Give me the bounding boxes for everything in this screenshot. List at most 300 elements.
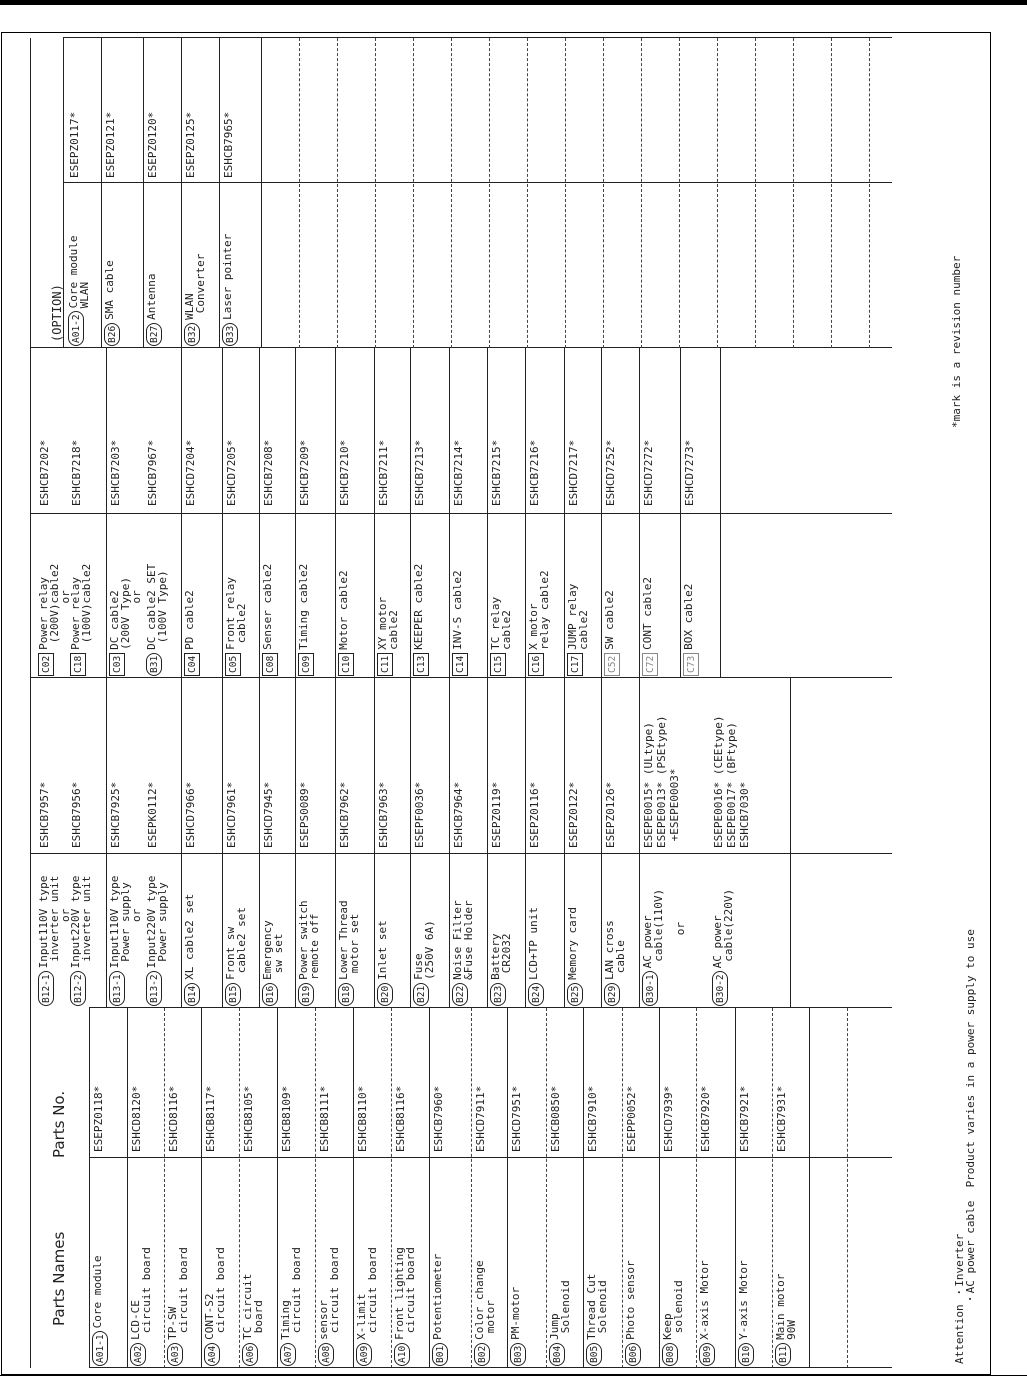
col2-part-number: ESEPF0036* — [413, 781, 426, 848]
col3-row-11-label — [452, 570, 468, 676]
col4-part-name: Laser pointer — [221, 233, 234, 320]
col1-part-number: ESHCB7921* — [738, 1085, 751, 1152]
col1-part-number: ESHCB8110* — [356, 1085, 369, 1152]
col2-ref-badge: B30-2 — [712, 971, 728, 1006]
col1-row-divider — [353, 1008, 354, 1368]
col3-part-number: ESHCB7218* — [70, 439, 83, 506]
col2-ref-badge: B18 — [338, 983, 354, 1006]
col2-row-7-label — [298, 900, 320, 1006]
col1-row-divider — [772, 1008, 773, 1368]
col3-part-name: KEEPER cable2 — [412, 563, 425, 650]
col4-ref-badge: A01-2 — [68, 311, 84, 346]
col4-row-2-label — [146, 273, 162, 346]
col1-row-divider — [583, 1008, 584, 1368]
col2-part-name: AC power cable(110V) or — [641, 888, 687, 969]
col1-part-number: ESHCD7951* — [510, 1085, 523, 1152]
col3-row-12-label — [490, 597, 512, 676]
col3-part-number: ESHCB7208* — [262, 439, 275, 506]
col1-part-number: ESHCB8109* — [280, 1085, 293, 1152]
col4-row-1-label — [104, 260, 120, 346]
col2-ref-badge: B22 — [452, 983, 468, 1006]
col2-row-17-label — [712, 889, 734, 1006]
col1-ref-badge: A08 — [318, 1343, 334, 1366]
col4-row-divider — [755, 38, 756, 348]
col3-ref-badge: C13 — [413, 653, 429, 676]
col3-part-number: ESHCB7214* — [452, 439, 465, 506]
col3-part-number: ESHCB7202* — [38, 439, 51, 506]
c2-row-divider — [601, 678, 602, 1008]
col1-row-divider — [622, 1008, 623, 1368]
col1-part-name: Jump Solenoid — [548, 1280, 572, 1340]
col1-part-number: ESHCB8111* — [318, 1085, 331, 1152]
col1-ref-badge: A03 — [167, 1343, 183, 1366]
col1-ref-badge: B09 — [699, 1343, 715, 1366]
col1-row-divider — [659, 1008, 660, 1368]
col2-part-name: Fuse (250V 6A) — [412, 920, 436, 980]
col1-part-name: sensor circuit board — [317, 1247, 341, 1340]
col3-ref-badge: C04 — [184, 653, 200, 676]
top-rule — [0, 0, 1027, 5]
col2-row-14-label — [567, 907, 583, 1006]
col3-part-name: SW cable2 — [603, 590, 616, 650]
col2-row-9-label — [377, 920, 393, 1006]
col3-part-name: Front relay cable2 — [224, 576, 248, 650]
col3-part-number: ESHCD7252* — [604, 439, 617, 506]
col1-part-number: ESHCB0850* — [549, 1085, 562, 1152]
col2-row-1-label — [70, 876, 92, 1006]
col4-row-divider — [143, 38, 144, 348]
col4-row-divider — [831, 38, 832, 348]
col4-row-divider — [603, 38, 604, 348]
col3-part-number: ESHCD7205* — [225, 439, 238, 506]
col1-row-divider — [471, 1008, 472, 1368]
col2-ref-badge: B21 — [413, 983, 429, 1006]
col1-row-16-label — [699, 1260, 715, 1366]
col1-split-line — [89, 1157, 892, 1158]
col2 — [30, 678, 892, 1008]
col1-part-name: Keep solenoid — [661, 1280, 685, 1340]
col3-part-name: Timing cable2 — [297, 563, 310, 650]
col2-part-number: ESEPE0016* (CEEtype) ESEPE0017* (BFtype) ESHCB7030* — [712, 715, 751, 848]
col2-ref-badge: B25 — [567, 983, 583, 1006]
col1-ref-badge: B06 — [625, 1343, 641, 1366]
col3-ref-badge: C17 — [567, 653, 583, 676]
col2-part-number: ESHCB7963* — [377, 781, 390, 848]
c2-row-divider — [449, 678, 450, 1008]
col1-row-11-label — [510, 1287, 526, 1366]
col3-row-16-label — [642, 577, 658, 676]
col4-row-divider — [489, 38, 490, 348]
col2-part-name: Battery CR2032 — [489, 933, 513, 980]
col4-right-border — [63, 37, 892, 38]
col3-ref-badge: C08 — [262, 653, 278, 676]
col3-part-name: TC relay cable2 — [489, 596, 513, 650]
col1-part-name: TP-SW circuit board — [166, 1247, 190, 1340]
col4-row-divider — [717, 38, 718, 348]
col1-ref-badge: B03 — [510, 1343, 526, 1366]
col3-part-name: Senser cable2 — [261, 563, 274, 650]
col1-part-number: ESHCB7910* — [586, 1085, 599, 1152]
col2-part-name: AC power cable(220V) — [711, 888, 735, 969]
col3-row-8-label — [338, 570, 354, 676]
col2-part-number: ESHCD7945* — [262, 781, 275, 848]
col1-part-number: ESEPP0052* — [625, 1085, 638, 1152]
c2-row-divider — [525, 678, 526, 1008]
col3-part-name: Motor cable2 — [337, 570, 350, 650]
col2-part-number: ESEPZ0119* — [490, 781, 503, 848]
col1-ref-badge: A07 — [280, 1343, 296, 1366]
col1-part-name: Color change motor — [473, 1260, 497, 1340]
col1-row-divider — [429, 1008, 430, 1368]
col4-ref-badge: B27 — [146, 323, 162, 346]
col3-part-number: ESHCD7272* — [642, 439, 655, 506]
col1-part-name: X-limit circuit board — [355, 1247, 379, 1340]
col4-row-4-label — [222, 234, 238, 346]
col2-row-10-label — [413, 920, 435, 1006]
col2-row-0-label — [38, 876, 71, 1006]
col3-ref-badge: C09 — [298, 653, 314, 676]
col2-row-4-label — [184, 894, 200, 1006]
col3-row-15-label — [604, 590, 620, 676]
col3-ref-badge: B31 — [146, 653, 162, 676]
col3-part-number: ESHCB7210* — [338, 439, 351, 506]
col3-part-number: ESHCD7217* — [567, 439, 580, 506]
col1-part-name: LCD-CE circuit board — [129, 1247, 153, 1340]
col2-part-number: ESEPZ0116* — [528, 781, 541, 848]
col1-row-divider — [277, 1008, 278, 1368]
col4-part-number: ESEPZ0121* — [104, 111, 117, 178]
col2-ref-badge: B20 — [377, 983, 393, 1006]
col2-row-11-label — [452, 900, 474, 1006]
col4-row-0-label — [68, 236, 90, 346]
col2-part-number: ESEPS0089* — [298, 781, 311, 848]
col1-part-number: ESHCD8120* — [130, 1085, 143, 1152]
col3-part-number: ESHCB7209* — [298, 439, 311, 506]
col1 — [89, 1008, 892, 1368]
col1-ref-badge: B11 — [775, 1343, 791, 1366]
col3-part-name: X motor relay cable2 — [527, 570, 551, 650]
col1-part-number: ESHCD7939* — [662, 1085, 675, 1152]
col1-row-13-label — [586, 1274, 608, 1366]
col4-ref-badge: B32 — [184, 323, 200, 346]
col1-row-17-label — [738, 1260, 754, 1366]
col2-row-8-label — [338, 900, 360, 1006]
col3-part-number: ESHCB7216* — [528, 439, 541, 506]
col3-part-name: XY motor cable2 — [376, 596, 400, 650]
col1-ref-badge: A02 — [130, 1343, 146, 1366]
col1-part-name: Potentiometer — [431, 1253, 444, 1340]
col1-row-divider — [315, 1008, 316, 1368]
col1-header-area — [30, 1008, 89, 1368]
col1-ref-badge: A09 — [356, 1343, 372, 1366]
col4-row-divider — [299, 38, 300, 348]
col2-row-12-label — [490, 933, 512, 1006]
col4 — [63, 38, 892, 348]
parts-names-header: Parts Names — [50, 1231, 68, 1326]
col4-ref-badge: B26 — [104, 323, 120, 346]
col1-part-name: TC circuit board — [241, 1273, 265, 1340]
col2-part-name: Memory card — [566, 906, 579, 980]
col3-ref-badge: C72 — [642, 653, 658, 676]
col1-ref-badge: A06 — [242, 1343, 258, 1366]
col3-ref-badge: C73 — [683, 653, 699, 676]
col3-row-10-label — [413, 564, 429, 676]
col3-row-6-label — [262, 564, 278, 676]
col1-row-10-label — [474, 1260, 496, 1366]
col1-row-divider — [164, 1008, 165, 1368]
c2-row-divider — [564, 678, 565, 1008]
col1-part-name: X-axis Motor — [698, 1260, 711, 1340]
col4-part-name: WLAN Converter — [183, 253, 207, 320]
col3-ref-badge: C11 — [377, 653, 393, 676]
col1-part-name: PM-motor — [509, 1286, 522, 1340]
col2-part-number: ESEPZ0126* — [604, 781, 617, 848]
col1-part-number: ESEPZ0118* — [92, 1085, 105, 1152]
col2-ref-badge: B29 — [604, 983, 620, 1006]
col3-row-13-label — [528, 570, 550, 676]
col1-row-15-label — [662, 1280, 684, 1366]
col3-part-number: ESHCB7211* — [377, 439, 390, 506]
col3-part-number: ESHCB7215* — [490, 439, 503, 506]
col2-part-number: ESHCB7962* — [338, 781, 351, 848]
col2-part-name: Input220V type Power supply — [145, 875, 169, 969]
col1-row-12-label — [549, 1280, 571, 1366]
col1-part-name: Main motor 90W — [774, 1273, 798, 1340]
col3-part-name: JUMP relay cable2 — [566, 583, 590, 650]
col3-part-name: PD cable2 — [183, 590, 196, 650]
col4-row-divider — [869, 38, 870, 348]
c2-row-divider — [295, 678, 296, 1008]
col2-ref-badge: B13-1 — [109, 971, 125, 1006]
col4-row-divider — [261, 38, 262, 348]
col3-ref-badge: C52 — [604, 653, 620, 676]
col3-ref-badge: C16 — [528, 653, 544, 676]
col1-part-name: CONT-S2 circuit board — [203, 1247, 227, 1340]
col1-ref-badge: A10 — [394, 1343, 410, 1366]
col1-ref-badge: A04 — [204, 1343, 220, 1366]
col3-ref-badge: C15 — [490, 653, 506, 676]
col2-part-number: ESHCB7956* — [70, 781, 83, 848]
col1-row-divider — [391, 1008, 392, 1368]
col3-row-9-label — [377, 597, 399, 676]
col4-row-divider — [413, 38, 414, 348]
c2-row-divider — [374, 678, 375, 1008]
col1-left-border — [89, 1367, 892, 1368]
col1-row-divider — [696, 1008, 697, 1368]
col4-ref-badge: B33 — [222, 323, 238, 346]
col2-part-name: Power switch remote off — [297, 900, 321, 980]
option-header: (OPTION) — [50, 284, 64, 342]
col2-part-number: ESEPZ0122* — [567, 781, 580, 848]
col3-ref-badge: C14 — [452, 653, 468, 676]
col1-part-number: ESHCD8116* — [167, 1085, 180, 1152]
attention-note: Attention ・Inverter ・AC power cable Product varies in a power supply to use — [953, 929, 977, 1364]
col1-row-divider — [127, 1008, 128, 1368]
col3-row-0-label — [38, 564, 71, 676]
col4-part-name: Core module WLAN — [67, 235, 91, 309]
col2-part-name: Emergency sw set — [261, 920, 285, 980]
col2-ref-badge: B16 — [262, 983, 278, 1006]
col2-row-2-label — [109, 876, 142, 1006]
col2-part-name: Inlet set — [376, 920, 389, 980]
col3-part-name: CONT cable2 — [641, 576, 654, 650]
col1-row-divider — [239, 1008, 240, 1368]
c2-row-divider — [335, 678, 336, 1008]
col1-row-divider — [847, 1008, 848, 1368]
col3-part-name: DC cable2 SET (100V Type) — [145, 563, 169, 650]
col1-part-name: Timing circuit board — [279, 1247, 303, 1340]
col4-row-divider — [451, 38, 452, 348]
col1-row-14-label — [625, 1260, 641, 1366]
col1-part-name: Photo sensor — [624, 1260, 637, 1340]
col1-row-divider — [201, 1008, 202, 1368]
col1-part-number: ESHCB8116* — [394, 1085, 407, 1152]
col3-ref-badge: C02 — [38, 653, 54, 676]
col4-part-number: ESEPZ0125* — [184, 111, 197, 178]
col2-ref-badge: B12-2 — [70, 971, 86, 1006]
col2-row-15-label — [604, 920, 626, 1006]
col4-row-divider — [219, 38, 220, 348]
col2-part-name: Input110V type inverter unit or — [37, 875, 72, 969]
col1-row-2-label — [167, 1247, 189, 1366]
bottom-rule — [0, 1375, 1027, 1376]
col1-row-7-label — [356, 1247, 378, 1366]
col2-part-number: ESHCB7964* — [452, 781, 465, 848]
c2-row-divider — [222, 678, 223, 1008]
col4-row-divider — [101, 38, 102, 348]
col3-row-2-label — [109, 577, 142, 676]
col1-part-name: Front lighting circuit board — [393, 1247, 417, 1340]
col1-ref-badge: B08 — [662, 1343, 678, 1366]
col1-part-number: ESHCB8105* — [242, 1085, 255, 1152]
col3-part-number: ESHCB7203* — [109, 439, 122, 506]
col1-part-name: Thread Cut Solenoid — [585, 1273, 609, 1340]
col3-part-name: DC cable2 (200V Type) or — [108, 576, 143, 650]
col3-part-name: INV-S cable2 — [451, 570, 464, 650]
col3-part-number: ESHCD7273* — [683, 439, 696, 506]
col2-part-name: Noise Filter &Fuse Holder — [451, 900, 475, 980]
col2-ref-badge: B23 — [490, 983, 506, 1006]
col1-row-4-label — [242, 1274, 264, 1366]
col2-part-name: Input220V type inverter unit — [69, 875, 93, 969]
col3-row-1-label — [70, 564, 92, 676]
col1-row-divider — [809, 1008, 810, 1368]
col4-part-number: ESEPZ0120* — [146, 111, 159, 178]
col1-part-number: ESHCD7911* — [474, 1085, 487, 1152]
col4-row-divider — [375, 38, 376, 348]
col3-part-number: ESHCB7213* — [413, 439, 426, 506]
col1-ref-badge: B01 — [432, 1343, 448, 1366]
col4-row-3-label — [184, 254, 206, 346]
col2-ref-badge: B13-2 — [146, 971, 162, 1006]
col2-part-number: ESHCD7961* — [225, 781, 238, 848]
col2-ref-badge: B19 — [298, 983, 314, 1006]
col1-part-number: ESHCB7920* — [699, 1085, 712, 1152]
col3 — [30, 348, 892, 678]
col2-part-number: ESHCB7925* — [109, 781, 122, 848]
col1-ref-badge: B02 — [474, 1343, 490, 1366]
col4-row-divider — [565, 38, 566, 348]
col2-ref-badge: B12-1 — [38, 971, 54, 1006]
col4-row-divider — [793, 38, 794, 348]
col1-ref-badge: B04 — [549, 1343, 565, 1366]
col2-part-number: ESHCB7957* — [38, 781, 51, 848]
col2-ref-badge: B30-1 — [642, 971, 658, 1006]
col4-top-border — [63, 38, 64, 348]
col4-part-number: ESHCB7965* — [222, 111, 235, 178]
col4-row-divider — [641, 38, 642, 348]
col1-part-name: Y-axis Motor — [737, 1260, 750, 1340]
col1-row-5-label — [280, 1247, 302, 1366]
col3-row-7-label — [298, 564, 314, 676]
col2-part-name: LAN cross cable — [603, 920, 627, 980]
col1-row-divider — [735, 1008, 736, 1368]
col2-part-number: ESHCD7966* — [184, 781, 197, 848]
col4-part-number: ESEPZ0117* — [68, 111, 81, 178]
col1-ref-badge: A01-1 — [92, 1331, 108, 1366]
col1-row-8-label — [394, 1247, 416, 1366]
col2-part-name: LCD+TP unit — [527, 906, 540, 980]
col1-top-border — [89, 1008, 90, 1368]
col3-part-name: Power relay (200V)cable2 or — [37, 563, 72, 650]
col2-part-name: Input110V type Power supply or — [108, 875, 143, 969]
col4-part-name: SMA cable — [103, 260, 116, 320]
col3-part-name: BOX cable2 — [682, 583, 695, 650]
col3-ref-badge: C18 — [70, 653, 86, 676]
col3-part-number: ESHCD7204* — [184, 439, 197, 506]
col2-part-name: XL cable2 set — [183, 893, 196, 980]
col3-ref-badge: C05 — [225, 653, 241, 676]
col2-row-3-label — [146, 876, 168, 1006]
col4-row-divider — [337, 38, 338, 348]
col4-row-divider — [181, 38, 182, 348]
c2-row-divider — [410, 678, 411, 1008]
col2-part-number: ESEPE0015* (ULtype) ESEPE0013* (PSEtype) +ESEPE0003* — [642, 715, 681, 848]
col2-part-number: ESEPK0112* — [146, 781, 159, 848]
col4-part-name: Antenna — [145, 273, 158, 320]
col3-part-name: Power relay (100V)cable2 — [69, 563, 93, 650]
col3-row-3-label — [146, 564, 168, 676]
col1-row-6-label — [318, 1247, 340, 1366]
col1-part-number: ESHCB8117* — [204, 1085, 217, 1152]
col1-row-0-label — [92, 1256, 108, 1366]
col2-part-name: Lower Thread motor set — [337, 900, 361, 980]
revision-note: *mark is a revision number — [950, 255, 963, 428]
col3-ref-badge: C03 — [109, 653, 125, 676]
c2-split-line — [30, 853, 892, 854]
col2-ref-badge: B24 — [528, 983, 544, 1006]
col1-part-number: ESHCB7960* — [432, 1085, 445, 1152]
c2-row-divider — [106, 678, 107, 1008]
col1-ref-badge: B10 — [738, 1343, 754, 1366]
col4-row-divider — [527, 38, 528, 348]
c2-row-divider — [259, 678, 260, 1008]
col3-row-5-label — [225, 577, 247, 676]
col2-row-5-label — [225, 907, 247, 1006]
col1-ref-badge: B05 — [586, 1343, 602, 1366]
col2-part-name: Front sw cable2 set — [224, 906, 248, 980]
col1-part-number: ESHCB7931* — [775, 1085, 788, 1152]
parts-no-header: Parts No. — [50, 1090, 68, 1158]
col3-row-4-label — [184, 590, 200, 676]
col1-row-3-label — [204, 1247, 226, 1366]
col1-row-9-label — [432, 1254, 448, 1366]
col1-row-1-label — [130, 1247, 152, 1366]
c2-row-divider — [639, 678, 640, 1008]
c2-row-divider — [790, 678, 791, 1008]
col3-part-number: ESHCB7967* — [146, 439, 159, 506]
col2-ref-badge: B14 — [184, 983, 200, 1006]
